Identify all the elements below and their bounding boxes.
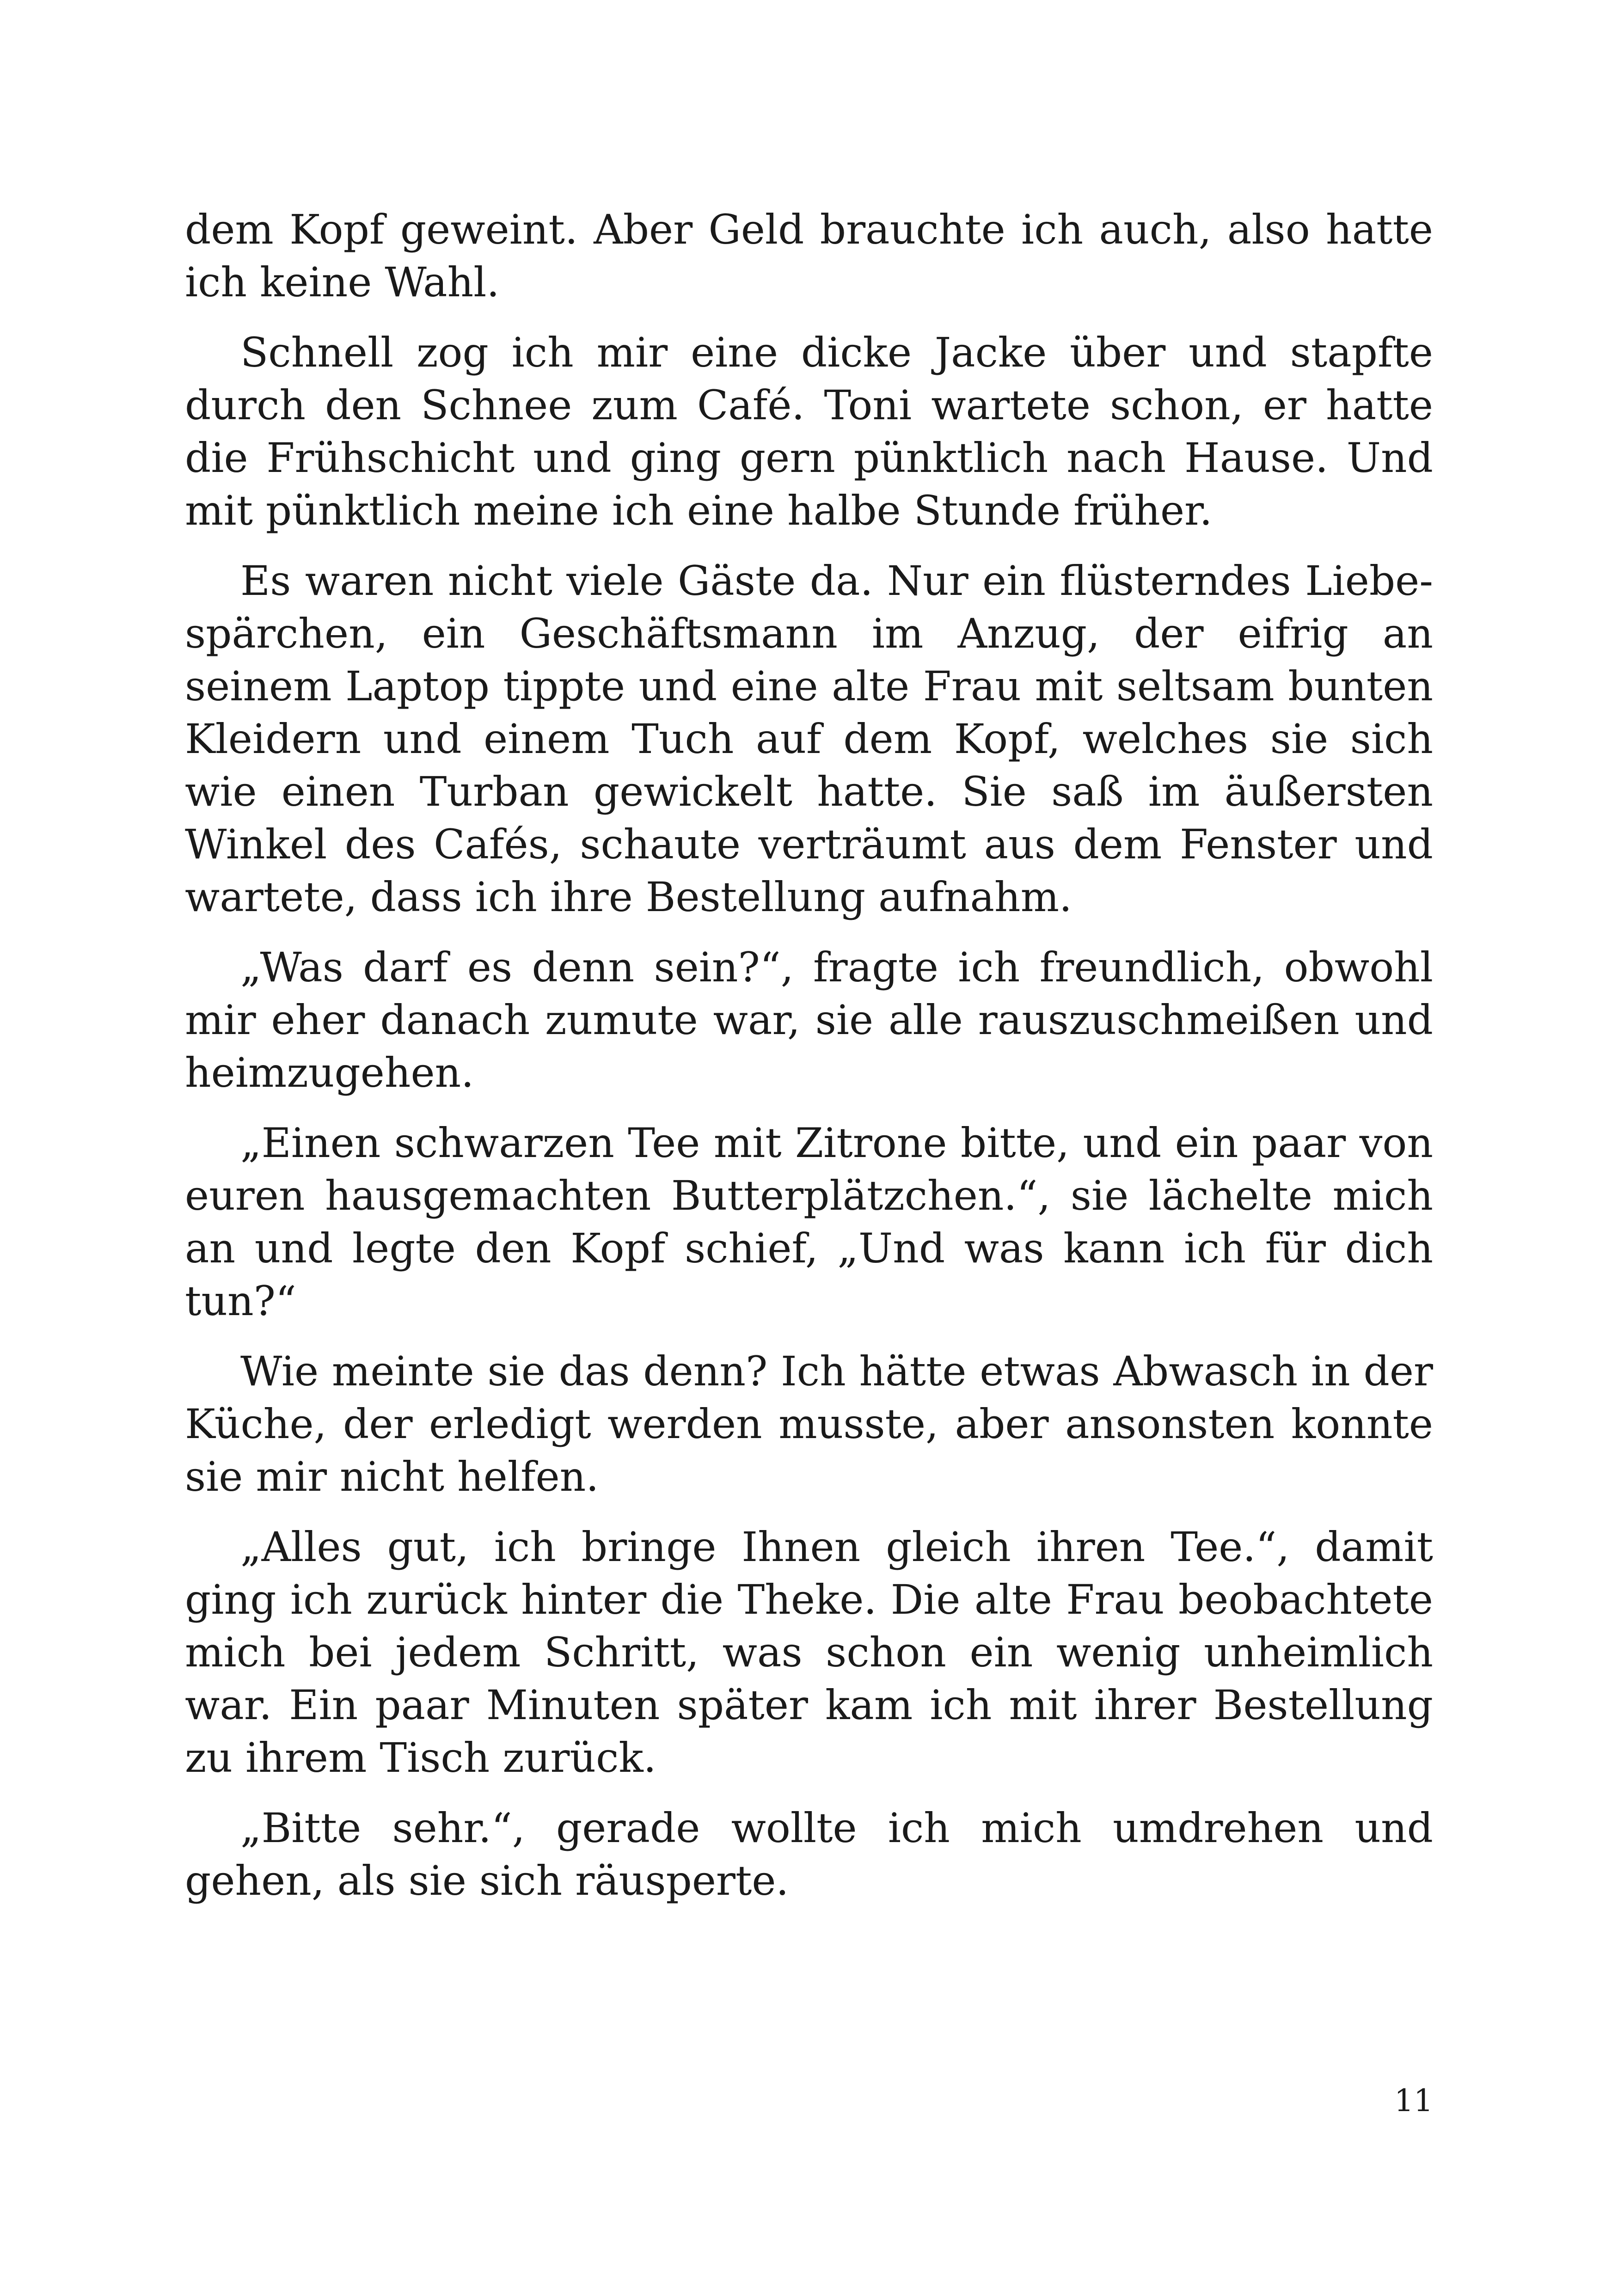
paragraph-6: Wie meinte sie das denn? Ich hätte etwas Abwasch in der Küche, der erledigt werden musste, aber ansonsten konnte sie mir nicht helfen. <box>185 1347 1433 1500</box>
paragraph-3: Es waren nicht viele Gäste da. Nur ein flüsterndes Liebespärchen, ein Geschäftsmann im Anzug, der eifrig an seinem Laptop tippte und eine alte Frau mit seltsam bunten Kleidern und einem Tuch auf dem Kopf, welches sie sich wie einen Turban gewickelt hatte. Sie saß im äußersten Winkel des Cafés, schaute verträumt aus dem Fenster und wartete, dass ich ihre Bestellung aufnahm. <box>185 557 1433 921</box>
paragraph-5: „Einen schwarzen Tee mit Zitrone bitte, und ein paar von euren hausgemachten Butterplätzchen.“, sie lächelte mich an und legte den Kopf schief, „Und was kann ich für dich tun?“ <box>185 1119 1433 1325</box>
paragraph-4: „Was darf es denn sein?“, fragte ich freundlich, obwohl mir eher danach zumute war, sie alle rauszuschmeißen und heimzugehen. <box>185 943 1433 1096</box>
paragraph-2: Schnell zog ich mir eine dicke Jacke über und stapfte durch den Schnee zum Café. Toni wartete schon, er hatte die Frühschicht und ging gern pünktlich nach Hause. Und mit pünktlich meine ich eine halbe Stunde früher. <box>185 329 1433 534</box>
page-number: 11 <box>1394 2083 1433 2118</box>
body-text <box>185 203 1433 1925</box>
paragraph-7: „Alles gut, ich bringe Ihnen gleich ihren Tee.“, damit ging ich zurück hinter die Theke. Die alte Frau beobachtete mich bei jedem Schritt, was schon ein wenig unheimlich war. Ein paar Minuten später kam ich mit ihrer Bestellung zu ihrem Tisch zurück. <box>185 1523 1433 1782</box>
paragraph-1: dem Kopf geweint. Aber Geld brauchte ich auch, also hatte ich keine Wahl. <box>185 206 1433 306</box>
paragraph-8: „Bitte sehr.“, gerade wollte ich mich umdrehen und gehen, als sie sich räusperte. <box>185 1804 1433 1904</box>
